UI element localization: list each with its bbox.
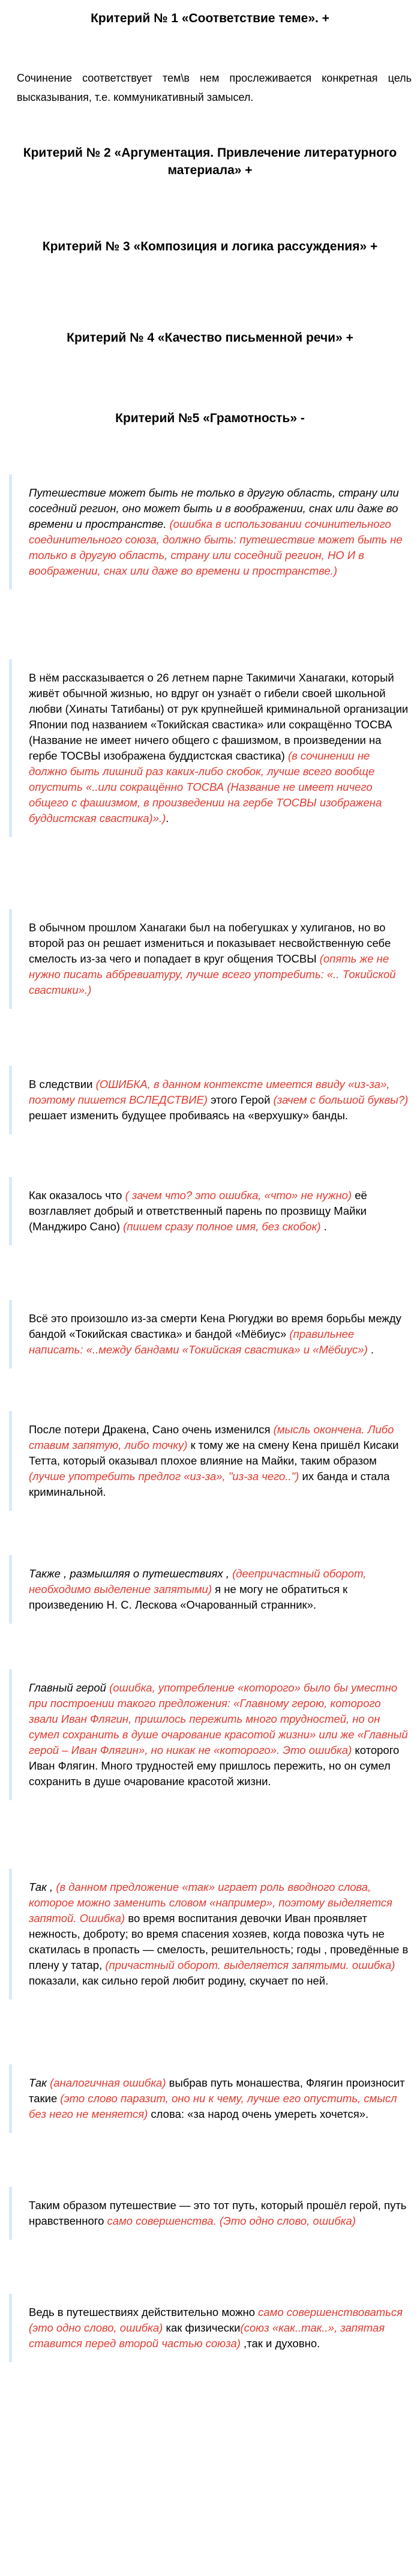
essay-text: выбрав путь монашества, Флягин произносит такие — [29, 2076, 405, 2105]
essay-text: к тому же на смену Кена пришёл Кисаки Тетта, который оказывал плохое влияние на Майки, таким образом — [29, 1439, 399, 1467]
essay-excerpt — [9, 1669, 410, 1800]
reviewer-comment: само совершенствоваться (это одно слово, ошибка) — [29, 2306, 403, 2334]
essay-text: слова: «за народ очень умереть хочется». — [148, 2108, 369, 2120]
essay-text: В следствии — [29, 1078, 96, 1090]
criterion-1-comment: Сочинение соответствует тем\в нем прослеживается конкретная цель высказывания, т.е. коммуникативный замысел. — [17, 72, 412, 103]
criterion-2-heading: Критерий № 2 «Аргументация. Привлечение литературного материала» + — [23, 146, 397, 177]
essay-text: этого Герой — [207, 1093, 274, 1106]
criterion-3-heading: Критерий № 3 «Композиция и логика рассуждения» + — [42, 240, 378, 253]
essay-text: В обычном прошлом Ханагаки был на побегушках у хулиганов, но во второй раз он решает измениться и показывает несвойственную себе смелость из-за чего и попадает в круг общения ТОСВЫ — [29, 921, 391, 965]
essay-excerpt — [9, 1177, 410, 1245]
criterion-5-heading: Критерий №5 «Грамотность» - — [115, 411, 305, 425]
essay-text: я не могу не обратиться к произведению Н. С. Лескова «Очарованный странник». — [29, 1583, 348, 1611]
essay-excerpt — [9, 909, 410, 1009]
essay-excerpt — [9, 2187, 410, 2240]
reviewer-comment: (причастный оборот. выделяется запятыми. ошибка) — [105, 1959, 395, 1971]
criterion-1-heading: Критерий № 1 «Соответствие теме». + — [91, 11, 329, 25]
essay-text: показали, как сильно герой любит родину, скучает по ней. — [29, 1974, 329, 1987]
essay-excerpt — [9, 1066, 410, 1134]
reviewer-comment: (ошибка, употребление «которого» было бы уместно при построении такого предложения: «Главному герою, которого звали Иван Флягин, пришлось пережить много трудностей, но он сумел сохранить в душе очарование красотой жизни» или же «Главный герой – Иван Флягин», но никак не «которого». Это ошибка) — [29, 1681, 408, 1756]
reviewer-comment: (пишем сразу полное имя, без скобок) — [123, 1220, 321, 1233]
essay-text: . — [320, 1220, 327, 1233]
reviewer-comment: (в данном предложение «так» играет роль вводного слова, которое можно заменить словом «например», поэтому выделяется запятой. Ошибка) — [29, 1881, 392, 1924]
essay-text: Так , — [29, 1881, 56, 1893]
essay-text: Также , размышляя о путешествиях , — [29, 1567, 233, 1580]
reviewer-comment: (ОШИБКА, в данном контексте имеется ввиду «из-за», поэтому пишется ВСЛЕДСТВИЕ) — [29, 1078, 390, 1106]
reviewer-comment: (опять же не нужно писать аббревиатуру, лучше всего употребить: «.. Токийской свастики».) — [29, 952, 396, 996]
essay-text: решает изменить будущее пробиваясь на «верхушку» банды. — [29, 1109, 349, 1122]
essay-excerpt — [9, 1555, 410, 1624]
essay-text: Главный герой — [29, 1681, 110, 1694]
essay-text: которого Иван Флягин. Много трудностей ему пришлось пережить, но он сумел сохранить в душе очарование красотой жизни. — [29, 1744, 400, 1788]
essay-text: После потери Дракена, Сано очень изменился — [29, 1423, 274, 1436]
essay-text: как физически — [163, 2321, 241, 2334]
essay-excerpt — [9, 2064, 410, 2133]
reviewer-comment: (деепричастный оборот, необходимо выделение запятыми) — [29, 1567, 367, 1595]
essay-text: Так — [29, 2076, 50, 2089]
essay-text: . — [367, 1343, 374, 1356]
essay-text: Таким образом путешествие — это тот путь, который прошёл герой, путь нравственного — [29, 2199, 407, 2227]
reviewer-comment: (аналогичная ошибка) — [50, 2076, 166, 2089]
essay-text: её возглавляет добрый и ответственный парень по прозвищу Майки (Манджиро Сано) — [29, 1189, 367, 1233]
reviewer-comment: (это слово паразит, оно ни к чему, лучше его опустить, смысл без него не меняется) — [29, 2092, 397, 2120]
essay-text: во время воспитания девочки Иван проявляет нежность, доброту; во время спасения хозяев, когда повозка чуть не скатилась в пропасть — смелость, решительность; годы , проведённые в плену у татар, — [29, 1912, 409, 1971]
reviewer-comment: (правильнее написать: «..между бандами «Токийская свастика» и «Мёбиус») — [29, 1328, 368, 1356]
essay-excerpt — [9, 659, 410, 837]
essay-text: Путешествие может быть не только в другую область, страну или соседний регион, оно может быть и в воображении, снах или даже во времени и пространстве. — [29, 486, 399, 530]
reviewer-comment: само совершенства. (Это одно слово, ошибка) — [107, 2215, 356, 2227]
essay-text: их банда и стала криминальной. — [29, 1470, 390, 1498]
criterion-4-heading: Критерий № 4 «Качество письменной речи» + — [67, 331, 353, 345]
essay-text: Ведь в путешествиях действительно можно — [29, 2306, 259, 2318]
reviewer-comment: (мысль окончена. Либо ставим запятую, либо точку) — [29, 1423, 394, 1451]
essay-excerpt — [9, 1869, 410, 2000]
essay-excerpt — [9, 1300, 410, 1368]
reviewer-comment: (ошибка в использовании сочинительного соединительного союза, должно быть: путешествие может быть не только в другую область, страну или соседний регион, НО И в воображении, снах или даже во времени и пространстве.) — [29, 518, 403, 577]
reviewer-comment: ( зачем что? это ошибка, «что» не нужно) — [125, 1189, 352, 1202]
reviewer-comment: (лучше употребить предлог «из-за», "из-за чего..") — [29, 1470, 299, 1483]
essay-text: Всё это произошло из-за смерти Кена Рюгуджи во время борьбы между бандой «Токийская свастика» и бандой «Мёбиус» — [29, 1312, 401, 1340]
essay-excerpt — [9, 474, 410, 590]
essay-text: В нём рассказывается о 26 летнем парне Такимичи Ханагаки, который живёт обычной жизнью, но вдруг он узнаёт о гибели своей школьной любви (Хинаты Татибаны) от рук крупнейшей криминальной организации Японии под названием «Токийская свастика» или сокращённо ТОСВА (Название не имеет ничего общего с фашизмом, в произведении на гербе ТОСВЫ изображена буддистская свастика) — [29, 671, 409, 762]
reviewer-comment: (зачем с большой буквы?) — [273, 1093, 409, 1106]
essay-text: ,так и духовно. — [240, 2337, 320, 2350]
reviewer-comment: (в сочинении не должно быть лишний раз каких-либо скобок, лучше всего вообще опустить «..или сокращённо ТОСВА (Название не имеет ничего общего с фашизмом, в произведении на гербе ТОСВЫ изображена буддистская свастика)».) — [29, 749, 382, 824]
essay-text: Как оказалось что — [29, 1189, 125, 1202]
essay-excerpt — [9, 1411, 410, 1511]
reviewer-comment: (союз «как..так..», запятая ставится перед второй частью союза) — [29, 2321, 385, 2350]
essay-excerpt — [9, 2294, 410, 2362]
essay-text: . — [166, 812, 169, 824]
